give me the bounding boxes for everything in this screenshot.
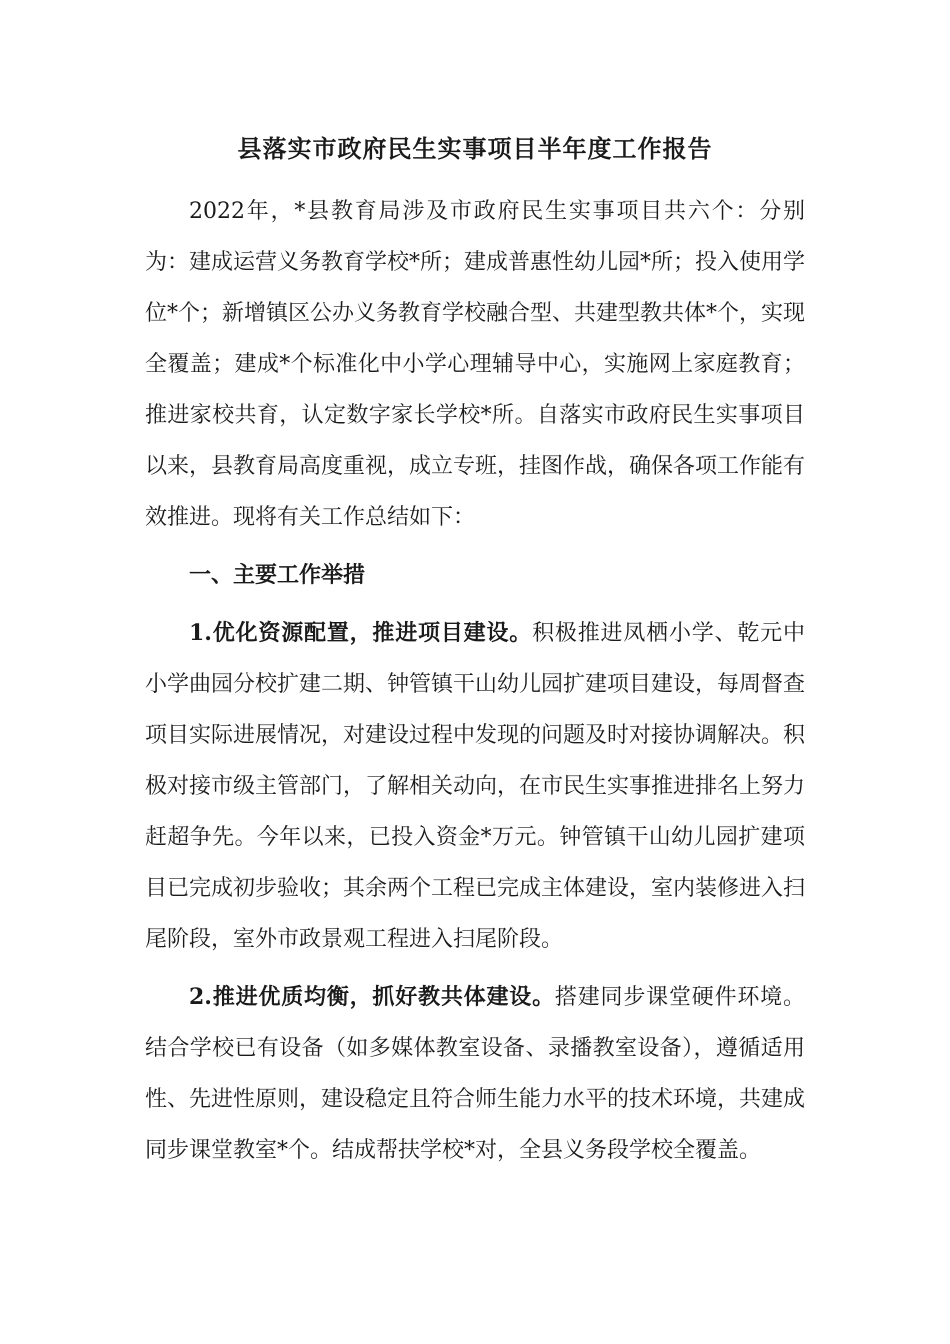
section-heading-main-measures: 一、主要工作举措 — [189, 562, 366, 588]
item-2-lead: 2.推进优质均衡，抓好教共体建设。 — [189, 984, 555, 1010]
item-1-paragraph — [145, 608, 805, 965]
item-1-body: 积极推进凤栖小学、乾元中小学曲园分校扩建二期、钟管镇干山幼儿园扩建项目建设，每周督查项目实际进展情况，对建设过程中发现的问题及时对接协调解决。积极对接市级主管部门，了解相关动向，在市民生实事推进排名上努力赶超争先。今年以来，已投入资金*万元。钟管镇干山幼儿园扩建项目已完成初步验收；其余两个工程已完成主体建设，室内装修进入扫尾阶段，室外市政景观工程进入扫尾阶段。 — [145, 621, 806, 952]
item-1-lead: 1.优化资源配置，推进项目建设。 — [189, 620, 533, 646]
item-2-paragraph — [145, 972, 805, 1176]
intro-paragraph: 2022年，*县教育局涉及市政府民生实事项目共六个：分别为：建成运营义务教育学校*所；建成普惠性幼儿园*所；投入使用学位*个；新增镇区公办义务教育学校融合型、共建型教共体*个，实现全覆盖；建成*个标准化中小学心理辅导中心，实施网上家庭教育；推进家校共育，认定数字家长学校*所。自落实市政府民生实事项目以来，县教育局高度重视，成立专班，挂图作战，确保各项工作能有效推进。现将有关工作总结如下： — [145, 199, 806, 530]
document-page — [145, 128, 805, 1176]
item-2-body: 搭建同步课堂硬件环境。结合学校已有设备（如多媒体教室设备、录播教室设备），遵循适用性、先进性原则，建设稳定且符合师生能力水平的技术环境，共建成同步课堂教室*个。结成帮扶学校*对，全县义务段学校全覆盖。 — [145, 985, 806, 1163]
document-title: 县落实市政府民生实事项目半年度工作报告 — [237, 134, 713, 163]
